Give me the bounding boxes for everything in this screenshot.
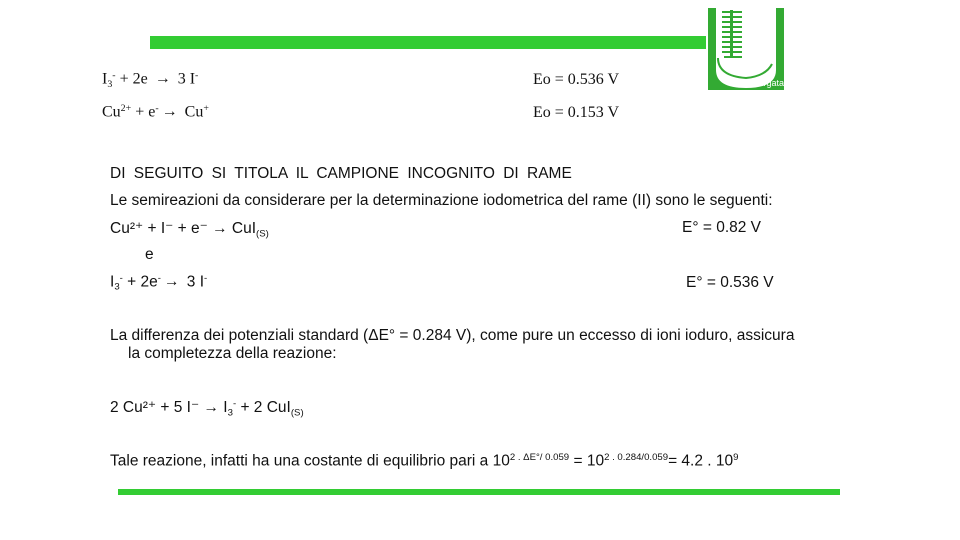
eq-text: I (102, 70, 108, 88)
connector-text: e (145, 246, 154, 263)
half-reaction-2-potential: E° = 0.536 V (686, 274, 774, 291)
arrow-icon: → (154, 70, 171, 88)
top-potential-1: Eo = 0.536 V (533, 71, 620, 88)
bottom-green-bar (118, 489, 840, 495)
overall-reaction (110, 398, 304, 418)
arrow-icon: → (163, 273, 180, 291)
eq-sup: - (157, 273, 161, 284)
eq-text: 3 I (173, 70, 196, 88)
logo-label: Tor Vergata (737, 78, 784, 88)
eq-text: + 2 CuI (236, 399, 291, 416)
eq-sup: 2 . 0.284/0.059 (604, 452, 669, 463)
eq-text: + 2e (115, 70, 152, 88)
eq-sub: 3 (107, 78, 113, 90)
eq-sub: 3 (227, 407, 233, 419)
eq-sup: - (112, 70, 116, 81)
difference-text-line-2: la completezza della reazione: (128, 345, 337, 362)
university-logo (706, 8, 786, 90)
eq-sup: - (155, 103, 159, 114)
eq-sup: 2 . ΔE°/ 0.059 (509, 452, 570, 463)
eq-text: 2 Cu²⁺ + 5 I⁻ → I (110, 399, 228, 416)
top-reaction-1 (102, 70, 198, 90)
eq-sup: - (204, 273, 208, 284)
section-heading: DI SEGUITO SI TITOLA IL CAMPIONE INCOGNITO DI RAME (110, 165, 572, 182)
top-potential-2: Eo = 0.153 V (533, 104, 620, 121)
half-reaction-1-potential: E° = 0.82 V (682, 219, 762, 236)
half-reaction-2 (110, 273, 207, 293)
eq-sub: 3 (114, 281, 120, 293)
eq-text: I (110, 273, 115, 291)
difference-text-line-1: La differenza dei potenziali standard (ΔE° = 0.284 V), come pure un eccesso di ioni ioduro, assicura (110, 327, 795, 344)
eq-sup: - (119, 273, 123, 284)
eq-sup: - (232, 398, 237, 410)
eq-sub: (S) (256, 228, 269, 240)
eq-text: Cu (102, 103, 121, 121)
arrow-icon: → (161, 103, 178, 121)
eq-sup: 2+ (120, 103, 132, 114)
eq-text: = 4.2 . 10 (668, 452, 734, 470)
eq-text: + 2e (122, 273, 158, 291)
eq-text: + e (131, 103, 156, 121)
top-green-bar (150, 36, 762, 49)
half-reaction-1 (110, 219, 269, 239)
equilibrium-constant-text (110, 452, 739, 470)
eq-text: Tale reazione, infatti ha una costante di equilibrio pari a 10 (110, 452, 510, 470)
eq-sup: 9 (733, 452, 739, 463)
eq-sup: + (203, 103, 209, 114)
intro-text: Le semireazioni da considerare per la determinazione iodometrica del rame (II) sono le seguenti: (110, 192, 773, 209)
eq-text: 3 I (182, 273, 205, 291)
eq-text: Cu (180, 103, 204, 121)
eq-sub: (S) (290, 407, 304, 419)
eq-text: Cu²⁺ + I⁻ + e⁻ → CuI (110, 220, 257, 237)
eq-text: = 10 (569, 452, 605, 470)
top-reaction-2 (102, 103, 209, 121)
eq-sup: - (195, 70, 199, 81)
